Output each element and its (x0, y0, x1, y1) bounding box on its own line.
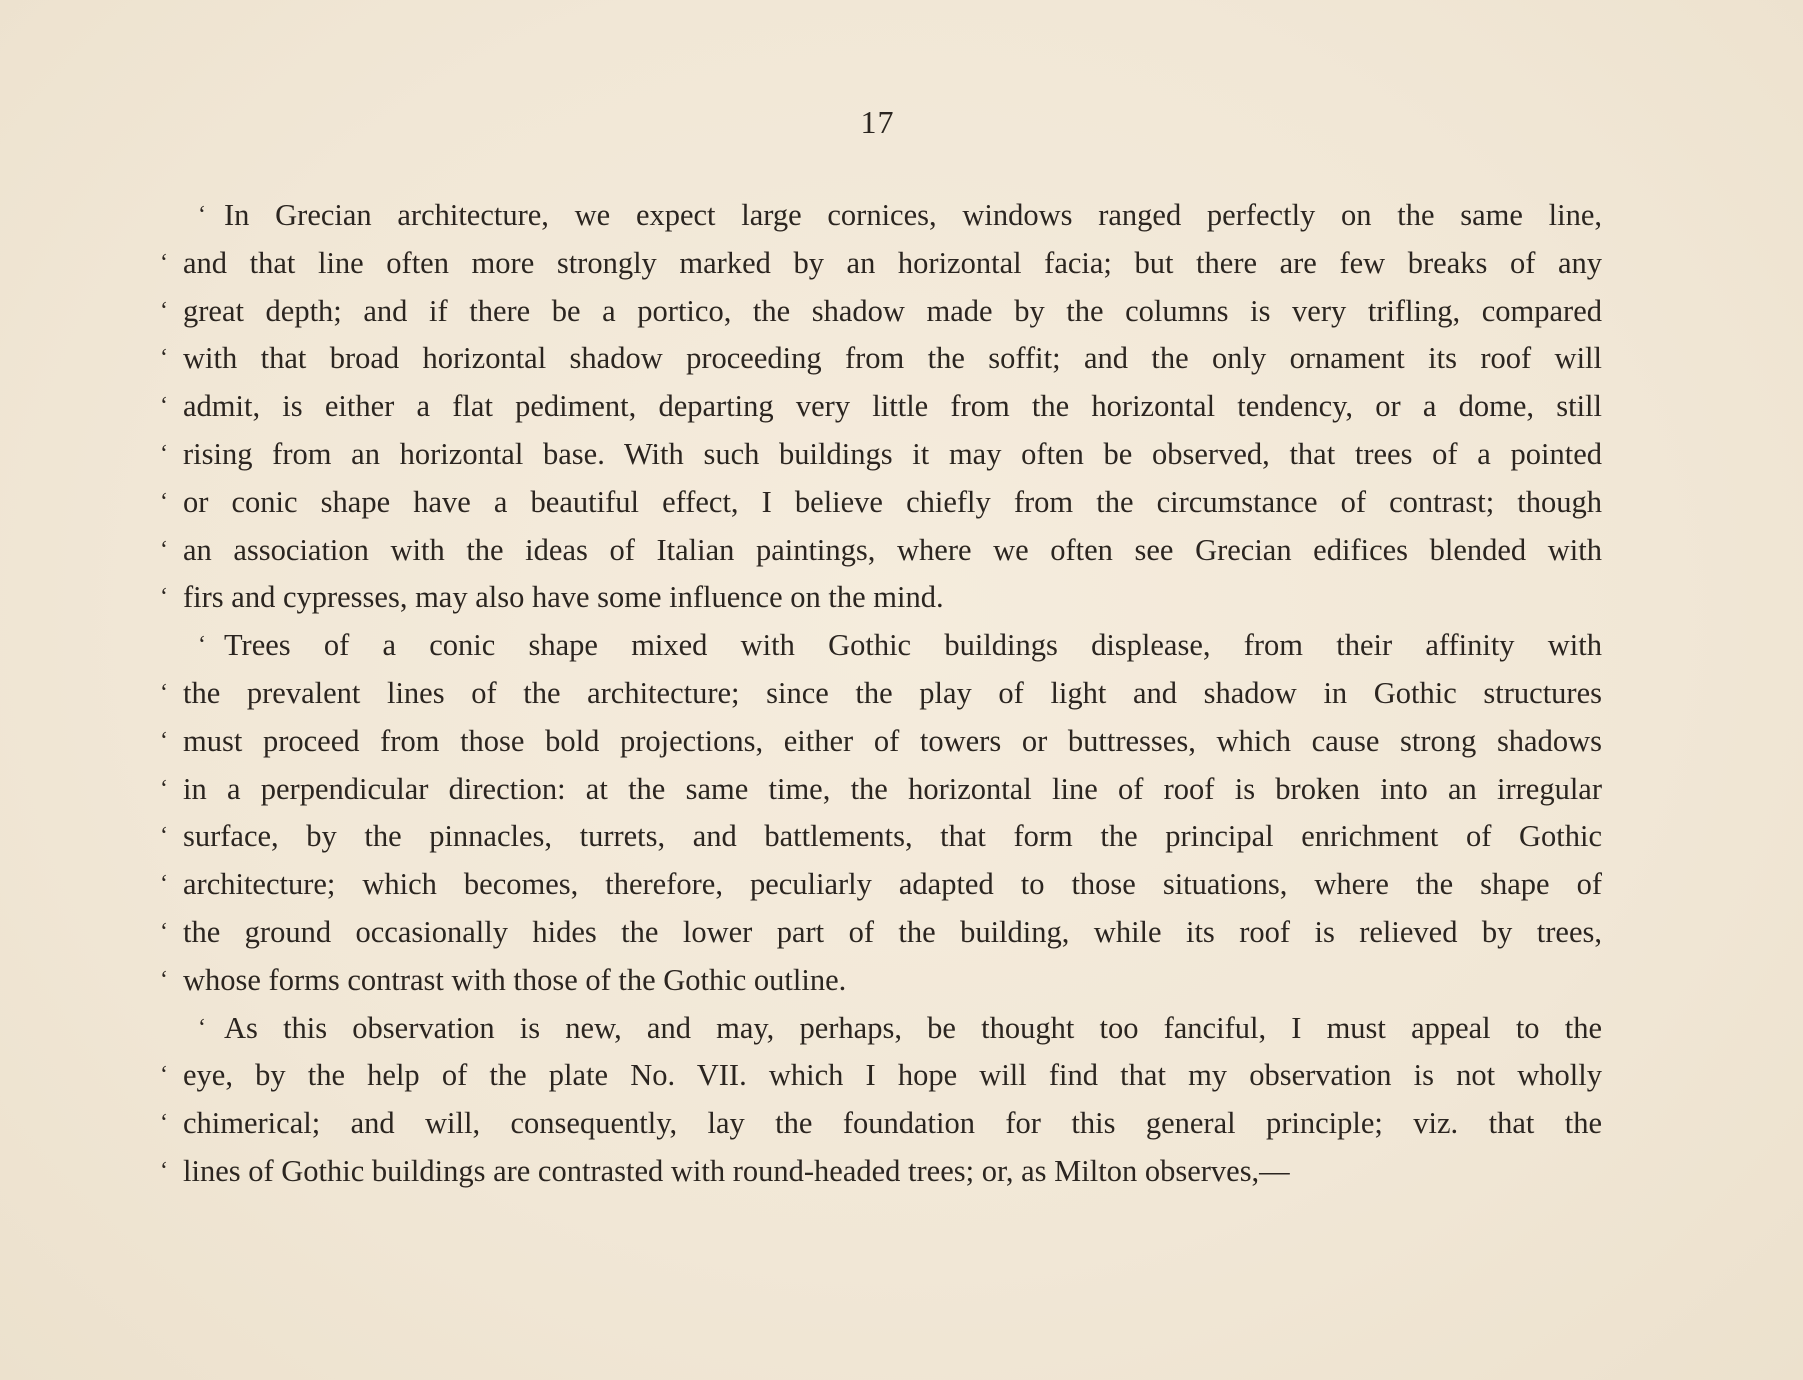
quotation-mark: ‘ (160, 679, 168, 706)
text-line (160, 1148, 1602, 1196)
text-line (160, 766, 1602, 814)
quotation-mark: ‘ (198, 202, 206, 228)
quotation-mark: ‘ (160, 249, 168, 276)
line-text: chimerical; and will, consequently, lay the foundation for this general principle; viz. that the (183, 1106, 1602, 1141)
quotation-mark: ‘ (160, 727, 168, 754)
quotation-mark: ‘ (160, 440, 168, 467)
line-text: the ground occasionally hides the lower part of the building, while its roof is relieved by trees, (183, 914, 1602, 949)
line-text: admit, is either a flat pediment, departing very little from the horizontal tendency, or a dome, still (183, 389, 1602, 424)
line-text: As this observation is new, and may, perhaps, be thought too fanciful, I must appeal to the (224, 1010, 1602, 1045)
text-line (160, 527, 1602, 575)
quotation-mark: ‘ (160, 775, 168, 802)
text-line (160, 861, 1602, 909)
text-line (160, 957, 1602, 1005)
quotation-mark: ‘ (160, 584, 168, 611)
line-text: and that line often more strongly marked by an horizontal facia; but there are few breaks of any (183, 245, 1602, 280)
line-text: the prevalent lines of the architecture; since the play of light and shadow in Gothic structures (183, 675, 1602, 710)
quotation-mark: ‘ (160, 297, 168, 324)
quotation-mark: ‘ (198, 1014, 206, 1041)
line-text: surface, by the pinnacles, turrets, and battlements, that form the principal enrichment of Gothic (183, 819, 1602, 854)
text-line (160, 1100, 1602, 1148)
text-line (160, 288, 1602, 336)
quotation-mark: ‘ (160, 918, 168, 945)
text-line (160, 335, 1602, 383)
quotation-mark: ‘ (160, 823, 168, 850)
text-line (160, 479, 1602, 527)
body-text (160, 192, 1602, 1196)
quotation-mark: ‘ (160, 1110, 168, 1137)
quotation-mark: ‘ (160, 345, 168, 372)
quotation-mark: ‘ (160, 1157, 168, 1184)
text-line (160, 718, 1602, 766)
text-line (160, 1052, 1602, 1100)
line-text: lines of Gothic buildings are contrasted with round-headed trees; or, as Milton observes,— (183, 1153, 1290, 1188)
text-line (160, 574, 1602, 622)
line-text: firs and cypresses, may also have some influence on the mind. (183, 580, 944, 615)
text-line (160, 670, 1602, 718)
quotation-mark: ‘ (160, 393, 168, 420)
page-number: 17 (860, 104, 895, 140)
quotation-mark: ‘ (160, 966, 168, 993)
text-line (160, 192, 1602, 240)
text-line (160, 431, 1602, 479)
line-text: great depth; and if there be a portico, the shadow made by the columns is very trifling, compared (183, 293, 1602, 328)
line-text: architecture; which becomes, therefore, peculiarly adapted to those situations, where the shape of (183, 867, 1602, 902)
line-text: whose forms contrast with those of the Gothic outline. (183, 962, 847, 997)
line-text: with that broad horizontal shadow proceeding from the soffit; and the only ornament its roof will (183, 341, 1602, 376)
line-text: eye, by the help of the plate No. VII. which I hope will find that my observation is not wholly (183, 1058, 1602, 1093)
line-text: rising from an horizontal base. With such buildings it may often be observed, that trees of a pointed (183, 436, 1602, 471)
line-text: or conic shape have a beautiful effect, I believe chiefly from the circumstance of contrast; though (183, 484, 1602, 519)
text-line (160, 1005, 1602, 1053)
line-text: an association with the ideas of Italian paintings, where we often see Grecian edifices blended with (183, 532, 1602, 567)
line-text: Trees of a conic shape mixed with Gothic buildings displease, from their affinity with (224, 628, 1602, 663)
text-line (160, 622, 1602, 670)
text-line (160, 813, 1602, 861)
text-line (160, 240, 1602, 288)
line-text: in a perpendicular direction: at the same time, the horizontal line of roof is broken into an irregular (183, 771, 1602, 806)
text-line (160, 383, 1602, 431)
quotation-mark: ‘ (160, 871, 168, 898)
quotation-mark: ‘ (160, 536, 168, 563)
quotation-mark: ‘ (160, 1062, 168, 1089)
quotation-mark: ‘ (160, 488, 168, 515)
text-line (160, 909, 1602, 957)
line-text: must proceed from those bold projections, either of towers or buttresses, which cause strong shadows (183, 723, 1602, 758)
quotation-mark: ‘ (198, 632, 206, 659)
line-text: In Grecian architecture, we expect large cornices, windows ranged perfectly on the same line, (224, 198, 1602, 232)
